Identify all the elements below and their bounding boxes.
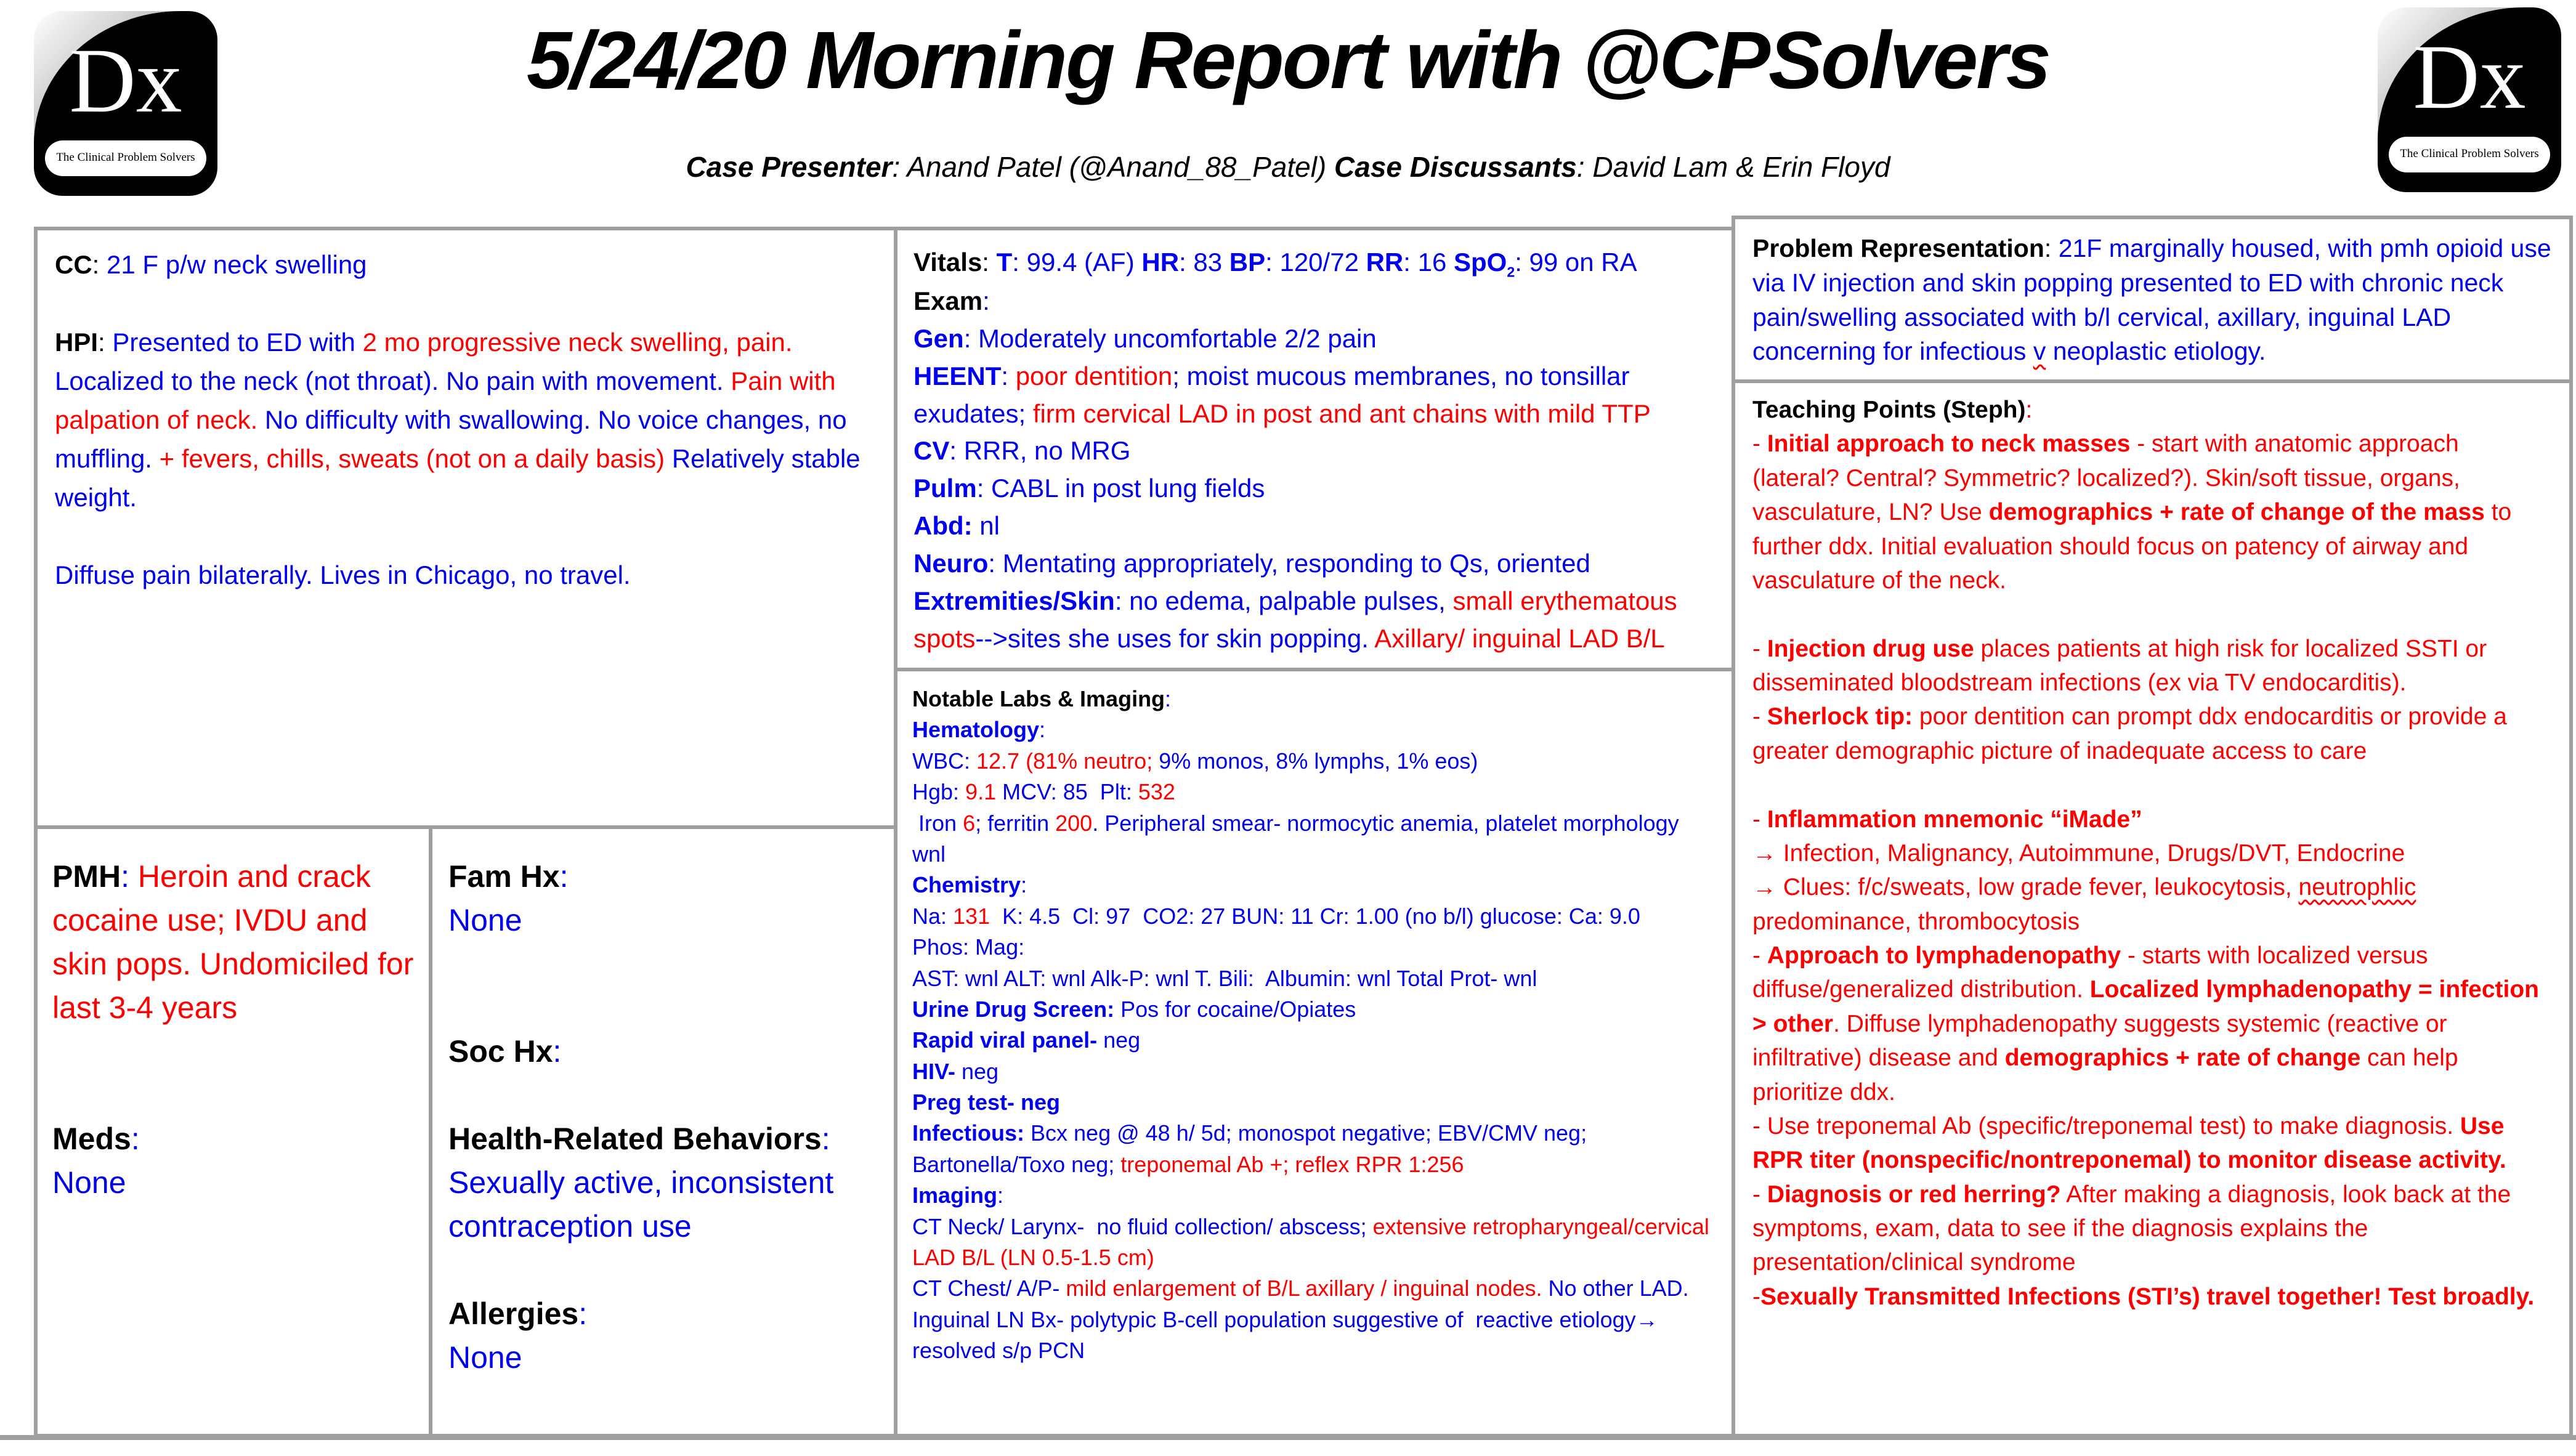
text-segment: 532 xyxy=(1138,779,1175,805)
text-segment: : Anand Patel (@Anand_88_Patel) xyxy=(892,151,1335,183)
text-segment: Approach to lymphadenopathy xyxy=(1767,942,2121,969)
text-segment: Vitals xyxy=(913,248,982,277)
text-line xyxy=(1752,768,2552,802)
text-segment: Problem Representation xyxy=(1752,234,2044,262)
text-segment: - xyxy=(1752,1283,1760,1310)
text-segment: None xyxy=(52,1165,126,1200)
text-segment: HR xyxy=(1141,248,1180,277)
text-segment: HEENT xyxy=(913,361,1002,390)
text-segment: Imaging xyxy=(912,1183,998,1208)
text-line xyxy=(448,1117,878,1161)
text-segment: - xyxy=(1752,635,1767,662)
text-segment: SpO xyxy=(1454,248,1507,277)
text-segment: 200 xyxy=(1055,810,1093,836)
text-segment: No other LAD. xyxy=(1548,1276,1689,1301)
text-line xyxy=(912,714,1717,745)
text-segment: CT Neck/ Larynx- no fluid collection/ abscess; xyxy=(912,1213,1373,1239)
text-line xyxy=(912,1087,1717,1118)
text-segment: Heroin and crack cocaine use; IVDU and skin pops. Undomiciled for last 3-4 years xyxy=(52,859,423,1025)
text-segment: neoplastic etiology. xyxy=(2046,337,2266,366)
logo-caption: The Clinical Problem Solvers xyxy=(2389,137,2550,172)
text-segment: ; ferritin xyxy=(975,810,1056,836)
text-segment: Use RPR titer (nonspecific/nontreponemal) to monitor disease activity. xyxy=(1752,1112,2511,1174)
text-segment: : David Lam & Erin Floyd xyxy=(1576,151,1890,183)
text-line xyxy=(912,1304,1717,1367)
text-line xyxy=(1752,632,2552,700)
text-segment: - xyxy=(1752,1181,1767,1208)
text-line xyxy=(448,1248,878,1292)
text-segment: Localized to the neck (not throat). No pain with movement. xyxy=(55,366,731,395)
text-line xyxy=(913,320,1715,358)
text-segment: 12.7 (81% neutro; xyxy=(976,748,1159,774)
vitals-exam-box xyxy=(894,227,1735,671)
text-segment: . Peripheral smear- normocytic anemia, platelet morphology wnl xyxy=(912,810,1685,867)
text-segment: mild enlargement of B/L axillary / inguinal nodes. xyxy=(1066,1276,1549,1301)
cc-hpi-box xyxy=(34,227,897,829)
text-line xyxy=(55,556,877,594)
text-segment: Soc Hx xyxy=(448,1034,553,1069)
problem-representation-box xyxy=(1732,216,2573,383)
text-segment: MCV: 85 Plt: xyxy=(1002,779,1138,805)
text-line xyxy=(448,855,878,899)
text-line xyxy=(1752,427,2552,597)
text-line xyxy=(1752,836,2552,870)
text-segment: After making a diagnosis, look back at the symptoms, exam, data to see if the diagnosis explains the presentation/clinical syndrome xyxy=(1752,1181,2518,1276)
labs-imaging-box xyxy=(894,668,1735,1438)
text-segment: + fevers, chills, sweats (not on a daily basis) xyxy=(159,444,672,473)
text-segment: -->sites she uses for skin popping. xyxy=(975,623,1375,653)
text-segment: Infectious: xyxy=(912,1120,1025,1146)
text-segment: → Infection, Malignancy, Autoimmune, Drugs/DVT, Endocrine xyxy=(1752,839,2405,867)
text-segment: Urine Drug Screen: xyxy=(912,996,1115,1022)
slide-title: 5/24/20 Morning Report with @CPSolvers xyxy=(527,15,2049,105)
text-line xyxy=(448,1030,878,1074)
text-line xyxy=(52,1161,414,1205)
text-line xyxy=(448,1074,878,1117)
text-line xyxy=(1752,939,2552,1109)
text-line xyxy=(686,151,1890,183)
logo-dx-text: Dx xyxy=(2413,26,2526,128)
text-segment: : xyxy=(2044,234,2059,262)
text-segment: Extremities/Skin xyxy=(913,586,1115,615)
text-segment: extensive retropharyngeal/cervical LAD B/L (LN 0.5-1.5 cm) xyxy=(912,1213,1715,1271)
text-segment: - xyxy=(1752,942,1767,969)
text-segment: Bcx neg @ 48 h/ 5d; monospot negative; EBV/CMV neg; Bartonella/Toxo neg; xyxy=(912,1120,1594,1177)
text-line xyxy=(913,583,1715,658)
text-segment: HIV- xyxy=(912,1058,956,1084)
text-segment: Presented to ED with xyxy=(112,328,363,357)
text-segment: neutrophlic xyxy=(2298,874,2416,901)
text-segment: predominance, thrombocytosis xyxy=(1752,874,2423,935)
text-segment: : xyxy=(821,1122,830,1156)
text-segment: : 120/72 xyxy=(1265,248,1366,277)
slide-subtitle xyxy=(686,150,1890,184)
text-segment: Na: xyxy=(912,903,954,929)
text-segment: : 83 xyxy=(1179,248,1229,277)
text-line xyxy=(1752,597,2552,631)
text-segment: : xyxy=(98,328,113,357)
text-line xyxy=(912,901,1717,932)
text-segment: Meds xyxy=(52,1122,131,1156)
text-segment: Fam Hx xyxy=(448,859,560,894)
text-segment: Localized lymphadenopathy = infection > other xyxy=(1752,976,2546,1037)
text-segment: Health-Related Behaviors xyxy=(448,1122,822,1156)
text-segment: CT Chest/ A/P- xyxy=(912,1276,1066,1301)
text-segment: 131 xyxy=(953,903,990,929)
text-segment: : Mentating appropriately, responding to Qs, oriented xyxy=(988,549,1590,578)
text-line xyxy=(912,1118,1717,1180)
text-segment: Abd: xyxy=(913,511,973,541)
text-segment: : xyxy=(553,1034,562,1069)
text-line xyxy=(912,777,1717,807)
text-segment: ; moist mucous membranes, no tonsillar exudates; xyxy=(913,361,1637,428)
text-segment: nl xyxy=(972,511,1000,541)
text-line xyxy=(913,508,1715,545)
text-segment: K: 4.5 Cl: 97 CO2: 27 BUN: 11 Cr: 1.00 (no b/l) glucose: Ca: 9.0 xyxy=(990,903,1640,929)
text-segment: 6 xyxy=(963,810,976,836)
text-segment: T xyxy=(996,248,1013,277)
text-segment: HPI xyxy=(55,328,99,357)
text-segment: demographics + rate of change of the mass xyxy=(1988,499,2485,526)
text-segment: Hematology xyxy=(912,717,1040,743)
text-segment: Pain with palpation of neck. xyxy=(55,366,843,434)
text-segment: Inguinal LN Bx- polytypic B-cell population suggestive of reactive etiology→ resolved s/p PCN xyxy=(912,1306,1664,1364)
text-segment: Phos: Mag: xyxy=(912,934,1025,960)
text-segment: neg xyxy=(955,1058,999,1084)
text-line xyxy=(1752,393,2552,427)
text-line xyxy=(912,1180,1717,1211)
text-segment: Teaching Points (Steph) xyxy=(1752,397,2026,423)
text-segment: : xyxy=(1001,361,1016,390)
text-line xyxy=(912,994,1717,1025)
text-segment: 21 F p/w neck swelling xyxy=(107,250,367,279)
text-segment: : no edema, palpable pulses, xyxy=(1114,586,1453,615)
text-segment: → Clues: f/c/sweats, low grade fever, leukocytosis, xyxy=(1752,874,2299,901)
text-segment: Exam xyxy=(913,286,983,315)
text-segment: : 99 on RA xyxy=(1515,248,1637,277)
text-segment: Neuro xyxy=(913,549,989,578)
text-line xyxy=(912,746,1717,777)
text-segment: CC xyxy=(55,250,92,279)
text-segment: Pos for cocaine/Opiates xyxy=(1114,996,1356,1022)
text-segment: - starts with localized versus diffuse/generalized distribution. xyxy=(1752,942,2435,1003)
text-segment: : xyxy=(997,1183,1004,1208)
text-segment: Injection drug use xyxy=(1767,635,1974,662)
text-line xyxy=(55,323,877,517)
text-segment: poor dentition xyxy=(1015,361,1173,390)
text-line xyxy=(1752,1178,2552,1280)
text-line xyxy=(913,358,1715,433)
text-line xyxy=(912,870,1717,900)
text-segment: to further ddx. Initial evaluation should focus on patency of airway and vasculature of the neck. xyxy=(1752,499,2519,594)
text-segment: 9.1 xyxy=(965,779,1003,805)
text-segment: : Moderately uncomfortable 2/2 pain xyxy=(963,323,1377,353)
text-segment: demographics + rate of change xyxy=(2004,1045,2361,1072)
text-segment: : xyxy=(982,286,990,315)
text-line xyxy=(1752,700,2552,768)
bottom-divider xyxy=(0,1435,2576,1440)
text-segment: v xyxy=(2033,337,2046,366)
text-line xyxy=(55,245,877,284)
text-segment: 2 xyxy=(1507,264,1515,280)
text-segment: 21F marginally housed, with pmh opioid use via IV injection and skin popping presented to ED with chronic neck pain/swelling associated with b/l cervical, axillary, inguinal LAD concerning for infectious xyxy=(1752,234,2559,366)
text-segment: : xyxy=(559,859,569,894)
text-segment: : CABL in post lung fields xyxy=(976,474,1265,503)
text-segment: : xyxy=(131,1122,140,1156)
text-segment: Case Presenter xyxy=(686,151,893,183)
text-line xyxy=(913,432,1715,470)
text-segment: Inflammation mnemonic “iMade” xyxy=(1767,806,2142,833)
text-segment: Relatively stable weight. xyxy=(55,444,868,512)
text-line xyxy=(52,1030,414,1074)
text-segment: Pulm xyxy=(913,474,977,503)
text-segment: RR xyxy=(1366,248,1404,277)
text-segment: Chemistry xyxy=(912,872,1021,898)
text-line xyxy=(1752,870,2552,939)
text-segment: Iron xyxy=(912,810,963,836)
text-segment: : xyxy=(121,859,138,894)
teaching-points-box xyxy=(1732,379,2573,1438)
text-line xyxy=(448,986,878,1030)
text-line xyxy=(912,1056,1717,1087)
text-segment: - xyxy=(1752,806,1767,833)
text-line xyxy=(913,470,1715,508)
text-segment: : xyxy=(982,248,997,277)
text-line xyxy=(912,963,1717,994)
text-line xyxy=(912,808,1717,870)
logo-caption: The Clinical Problem Solvers xyxy=(45,140,206,176)
cpsolvers-logo-right xyxy=(2378,7,2561,192)
text-line xyxy=(55,284,877,323)
text-segment: poor dentition can prompt ddx endocarditis or provide a greater demographic picture of inadequate access to care xyxy=(1752,703,2514,764)
text-segment: : xyxy=(578,1296,588,1331)
text-line xyxy=(448,1292,878,1336)
text-segment: : xyxy=(92,250,107,279)
text-segment: places patients at high risk for localized SSTI or disseminated bloodstream infections (ex via TV endocarditis). xyxy=(1752,635,2493,696)
text-line xyxy=(912,932,1717,963)
text-segment: : xyxy=(1021,872,1027,898)
text-segment: - start with anatomic approach (lateral? Central? Symmetric? localized?). Skin/soft tissue, organs, vasculature, LN? Use xyxy=(1752,431,2467,526)
text-segment: None xyxy=(448,903,522,937)
text-segment: : xyxy=(1165,686,1172,711)
logo-dx-text: Dx xyxy=(69,30,182,132)
text-segment: - xyxy=(1752,703,1767,730)
text-segment: None xyxy=(448,1340,522,1375)
text-segment: firm cervical LAD in post and ant chains with mild TTP xyxy=(1032,398,1651,428)
text-line xyxy=(1752,232,2559,369)
text-segment: WBC: xyxy=(912,748,976,774)
text-line xyxy=(1752,803,2552,836)
text-segment: AST: wnl ALT: wnl Alk-P: wnl T. Bili: Albumin: wnl Total Prot- wnl xyxy=(912,965,1537,991)
text-segment: Diffuse pain bilaterally. Lives in Chicago, no travel. xyxy=(55,560,631,589)
text-segment: Notable Labs & Imaging xyxy=(912,686,1165,711)
text-segment: Axillary/ inguinal LAD B/L xyxy=(1374,623,1665,653)
text-segment: . Diffuse lymphadenopathy suggests systemic (reactive or infiltrative) disease and xyxy=(1752,1010,2454,1072)
text-segment: Case Discussants xyxy=(1334,151,1577,183)
cpsolvers-logo-left xyxy=(34,11,217,196)
famhx-sochx-allergies-box xyxy=(429,825,897,1438)
text-segment: 2 mo progressive neck swelling, pain. xyxy=(362,328,800,357)
text-segment: : xyxy=(2025,397,2033,423)
text-segment: treponemal Ab +; reflex RPR 1:256 xyxy=(1120,1151,1464,1177)
text-segment: small erythematous spots xyxy=(913,586,1685,653)
text-segment: BP xyxy=(1229,248,1266,277)
text-segment: Gen xyxy=(913,323,964,353)
text-segment: : xyxy=(1039,717,1046,743)
text-segment: CV xyxy=(913,436,950,466)
text-line xyxy=(52,1074,414,1117)
text-segment: can help prioritize ddx. xyxy=(1752,1045,2465,1106)
text-segment: Diagnosis or red herring? xyxy=(1767,1181,2061,1208)
text-line xyxy=(448,899,878,942)
text-segment: - Use treponemal Ab (specific/treponemal test) to make diagnosis. xyxy=(1752,1112,2460,1139)
text-segment: Allergies xyxy=(448,1296,579,1331)
text-segment: Rapid viral panel- xyxy=(912,1027,1098,1053)
text-line xyxy=(913,545,1715,583)
text-segment: : 16 xyxy=(1403,248,1454,277)
text-line xyxy=(912,1025,1717,1056)
text-line xyxy=(912,684,1717,714)
text-line xyxy=(1752,1280,2552,1314)
pmh-meds-box xyxy=(34,825,432,1438)
text-line xyxy=(448,1336,878,1380)
text-segment: PMH xyxy=(52,859,121,894)
text-segment: Sexually Transmitted Infections (STI’s) travel together! Test broadly. xyxy=(1760,1283,2535,1310)
text-line xyxy=(448,942,878,986)
text-segment: - xyxy=(1752,431,1767,458)
text-line xyxy=(912,1211,1717,1274)
text-segment: neg xyxy=(1097,1027,1141,1053)
text-line xyxy=(913,244,1715,283)
text-segment: : 99.4 (AF) xyxy=(1012,248,1142,277)
text-line xyxy=(913,283,1715,320)
text-segment: Hgb: xyxy=(912,779,966,805)
text-line xyxy=(55,517,877,556)
text-line xyxy=(1752,1109,2552,1178)
text-line xyxy=(52,855,423,1030)
text-segment: Sherlock tip: xyxy=(1767,703,1913,730)
text-segment: : RRR, no MRG xyxy=(949,436,1131,466)
text-segment: Sexually active, inconsistent contraception use xyxy=(448,1165,843,1244)
text-segment: No difficulty with swallowing. No voice changes, no muffling. xyxy=(55,405,854,473)
text-segment: Preg test- neg xyxy=(912,1090,1061,1115)
text-line xyxy=(52,1117,414,1161)
text-segment: Initial approach to neck masses xyxy=(1767,431,2131,458)
text-line xyxy=(448,1161,878,1248)
text-segment: 9% monos, 8% lymphs, 1% eos) xyxy=(1159,748,1478,774)
text-line xyxy=(912,1273,1717,1304)
